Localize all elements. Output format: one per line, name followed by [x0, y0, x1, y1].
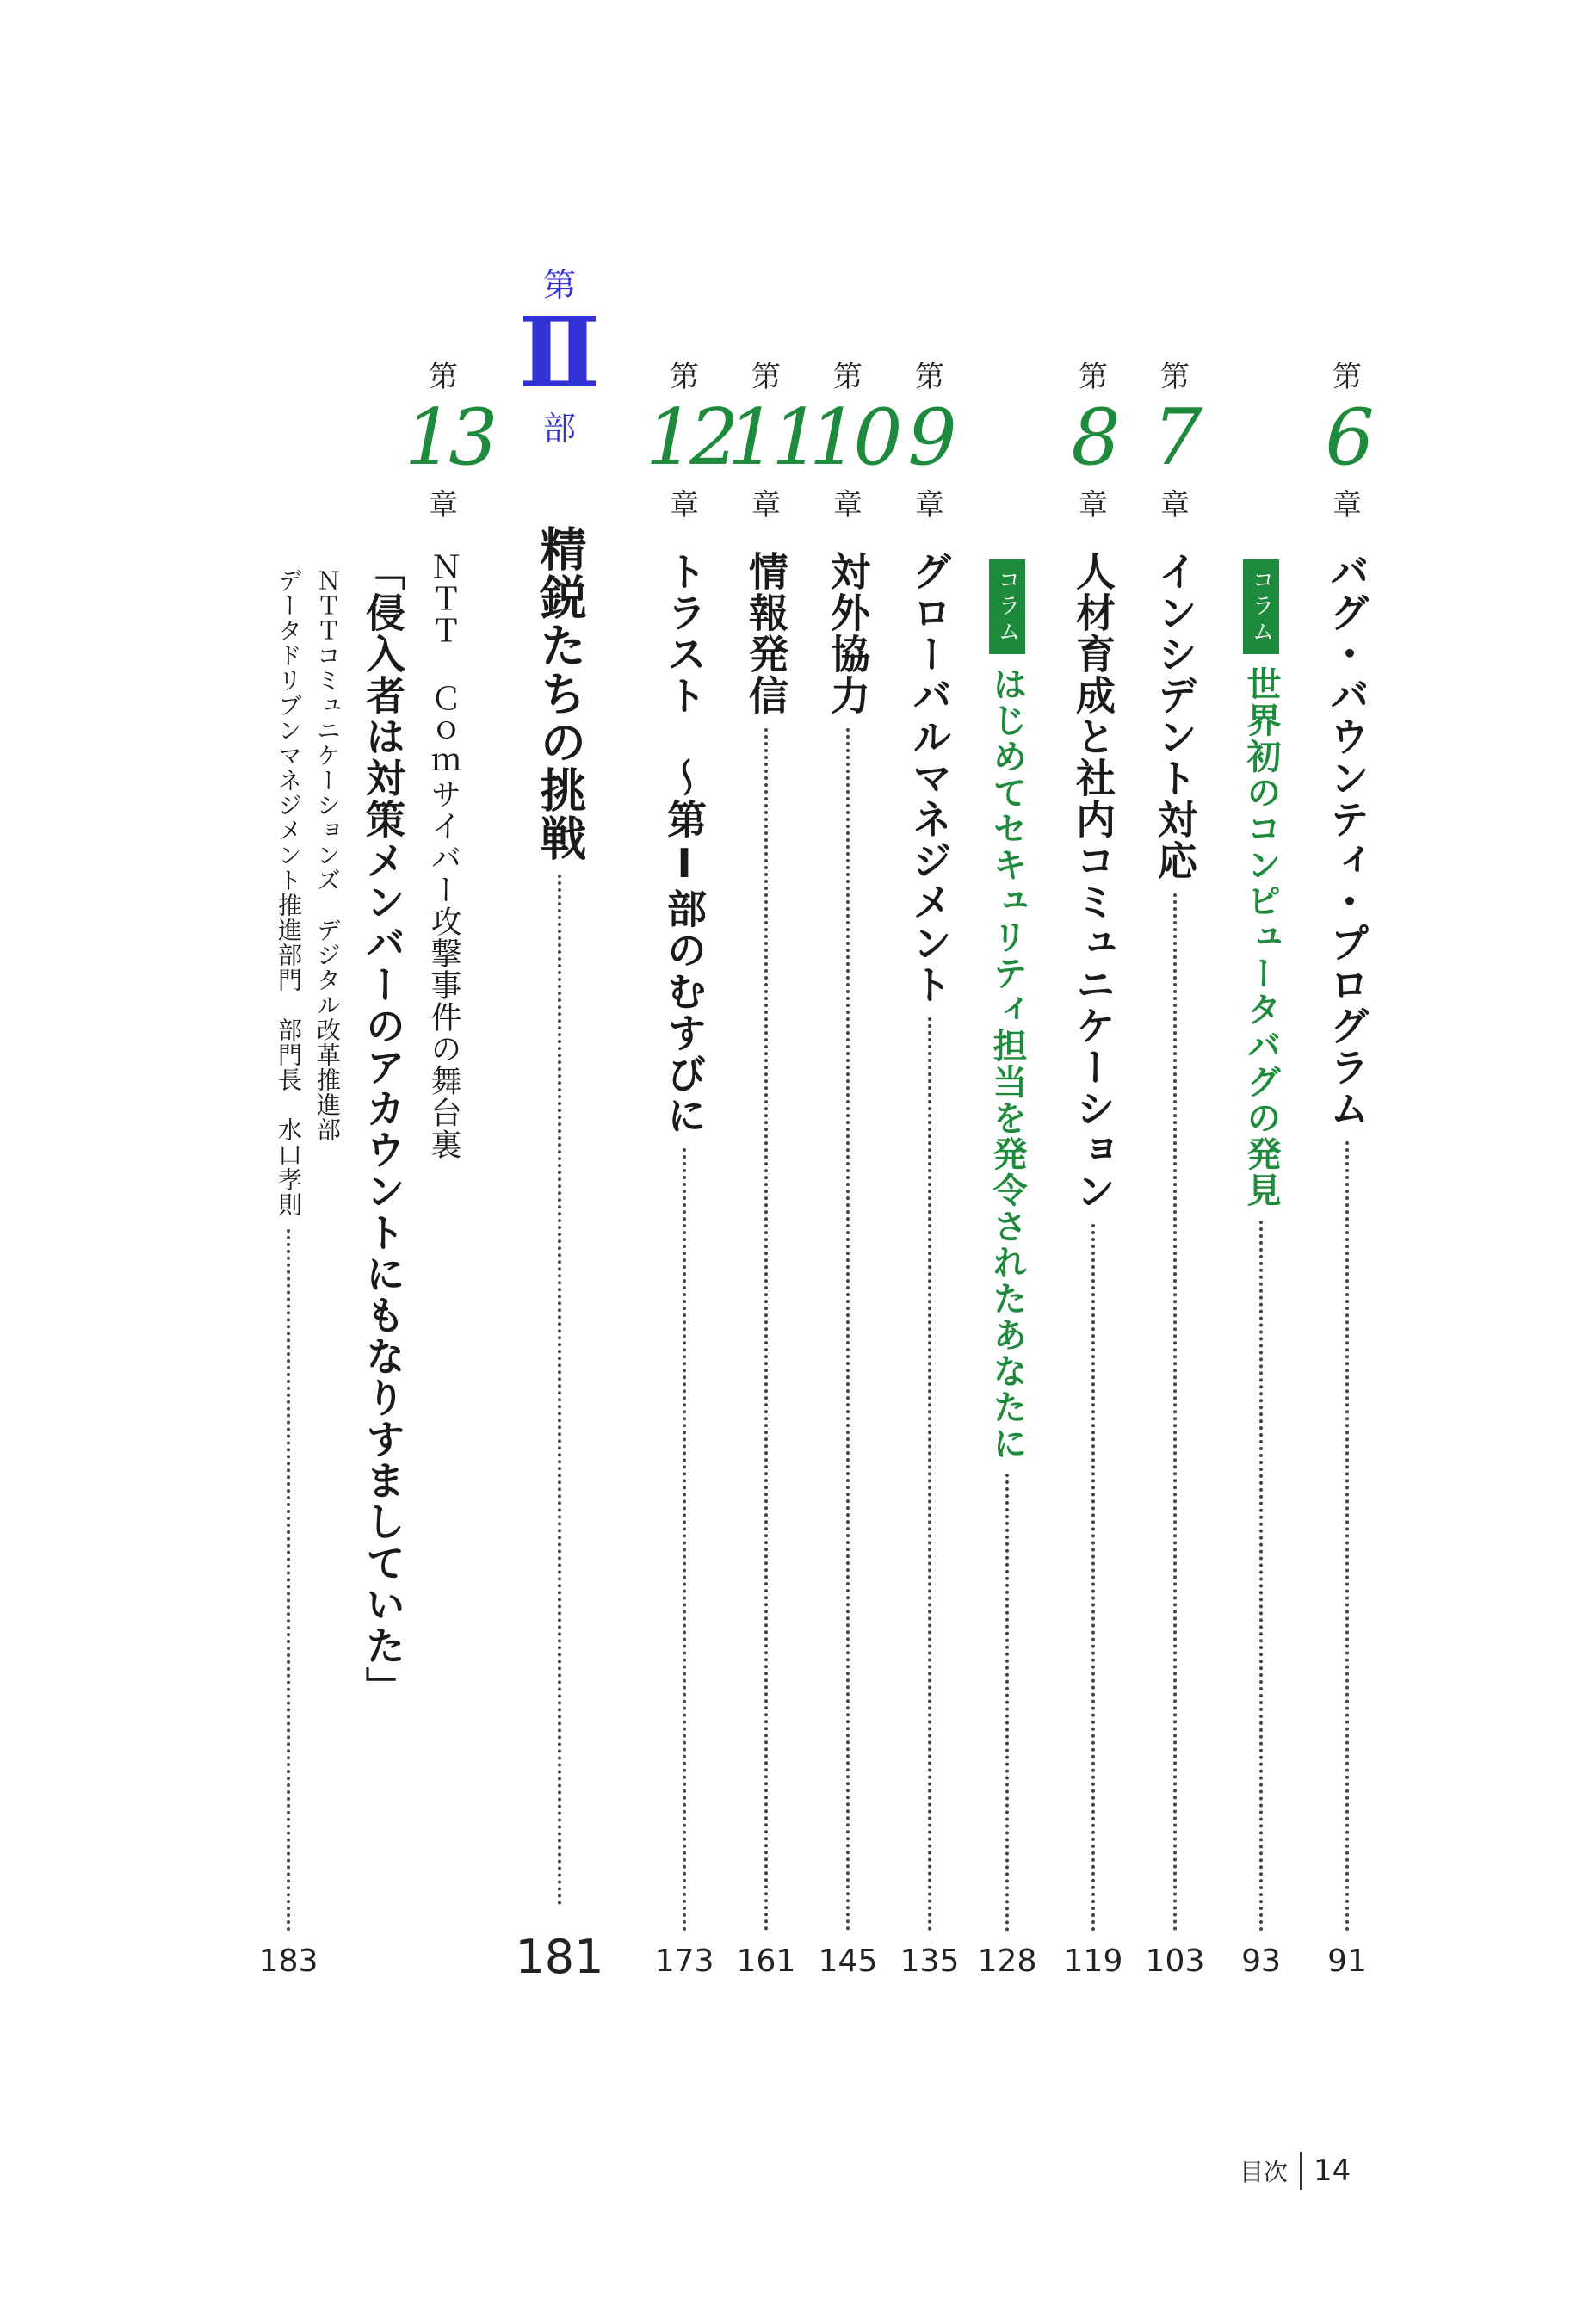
toc-entry-ch9[interactable]	[900, 551, 960, 1937]
dot-leader	[558, 875, 561, 1906]
column-title: はじめてセキュリティ担当を発令されたあなたに	[987, 666, 1027, 1462]
dot-leader	[846, 728, 850, 1932]
page-number: 183	[258, 1944, 318, 1979]
toc-entry-ch10[interactable]	[818, 551, 878, 1937]
page-number: 135	[900, 1944, 960, 1979]
page-footer	[1240, 2152, 1351, 2190]
toc-entry-ch13[interactable]	[353, 551, 413, 1842]
toc-entry-ch12[interactable]	[654, 551, 714, 1937]
page-number: 119	[1063, 1944, 1123, 1979]
chapter-title: インシデント対応	[1152, 551, 1198, 881]
page-number: 145	[818, 1944, 878, 1979]
chapter-10-heading: 第 10 章	[809, 360, 898, 522]
chapter-title: バグ・バウンティ・プログラム	[1324, 551, 1370, 1129]
chapter-11-heading: 第 11 章	[727, 360, 816, 522]
chapter-title: トラスト ～第Ⅰ部のむすびに	[661, 551, 708, 1136]
chapter-number: 13	[405, 392, 493, 483]
chapter-9-heading: 第 9 章	[891, 353, 968, 523]
part-title: 精鋭たちの挑戦	[533, 525, 587, 862]
part-number: Ⅱ	[518, 297, 601, 410]
chapter-title: 人材育成と社内コミュニケーション	[1070, 551, 1116, 1212]
dot-leader	[1005, 1474, 1009, 1932]
toc-entry-ch11[interactable]	[736, 551, 796, 1937]
page-number: 161	[736, 1944, 796, 1979]
ch13-author-2	[267, 568, 310, 1937]
author-name: データドリブンマネジメント推進部門 部門長 水口孝則	[275, 568, 303, 1217]
page-number: 93	[1241, 1944, 1281, 1979]
chapter-subtitle: ＮＴＴ Ｃｏｍサイバー攻撃事件の舞台裏	[426, 551, 461, 1160]
page-number: 128	[977, 1944, 1037, 1979]
footer-page-number: 14	[1314, 2154, 1351, 2188]
dot-leader	[1259, 1221, 1263, 1932]
dot-leader	[928, 1017, 931, 1932]
dot-leader	[764, 728, 768, 1932]
section-label: 目次	[1240, 2158, 1289, 2186]
chapter-number: 11	[727, 392, 816, 483]
chapter-title: 「侵入者は対策メンバーのアカウントにもなりすましていた」	[360, 551, 406, 1708]
chapter-7-heading: 第 7 章	[1136, 353, 1214, 523]
toc-entry-part2[interactable]	[529, 525, 590, 1911]
chapter-title: 情報発信	[743, 551, 789, 716]
dot-leader	[1173, 893, 1177, 1932]
chapter-12-heading: 第 12 章	[646, 360, 734, 522]
column-badge: コラム	[989, 559, 1025, 654]
page-number: 91	[1327, 1944, 1367, 1979]
toc-entry-ch13-subtitle	[413, 551, 473, 1326]
footer-divider	[1300, 2152, 1302, 2190]
chapter-number: 7	[1153, 392, 1197, 483]
column-title: 世界初のコンピュータバグの発見	[1241, 666, 1281, 1208]
page-number: 173	[654, 1944, 714, 1979]
chapter-number: 8	[1071, 392, 1116, 483]
chapter-title: グローバルマネジメント	[906, 551, 953, 1005]
chapter-number: 6	[1325, 392, 1370, 483]
toc-entry-column-1[interactable]	[1231, 559, 1291, 1937]
chapter-8-heading: 第 8 章	[1054, 353, 1132, 523]
chapter-title: 対外協力	[825, 551, 871, 716]
column-badge: コラム	[1243, 559, 1279, 654]
chapter-number: 10	[809, 392, 898, 483]
toc-entry-ch6[interactable]	[1317, 551, 1377, 1937]
chapter-13-heading: 第 13 章	[405, 360, 493, 522]
ch13-author-1	[306, 568, 349, 1343]
toc-entry-column-2[interactable]	[977, 559, 1037, 1937]
chapter-number: 12	[646, 392, 734, 483]
part-2-heading: 第 Ⅱ 部	[516, 258, 603, 449]
dot-leader	[287, 1229, 290, 1932]
chapter-number: 9	[907, 392, 952, 483]
dot-leader	[1345, 1141, 1349, 1932]
page-number: 103	[1145, 1944, 1205, 1979]
dot-leader	[683, 1148, 686, 1932]
dot-leader	[1091, 1224, 1095, 1932]
toc-entry-ch8[interactable]	[1063, 551, 1123, 1937]
chapter-6-heading: 第 6 章	[1308, 353, 1386, 523]
toc-entry-ch7[interactable]	[1145, 551, 1205, 1937]
page-number: 181	[515, 1930, 604, 1984]
author-affiliation: ＮＴＴコミュニケーションズ デジタル改革推進部	[313, 568, 342, 1142]
